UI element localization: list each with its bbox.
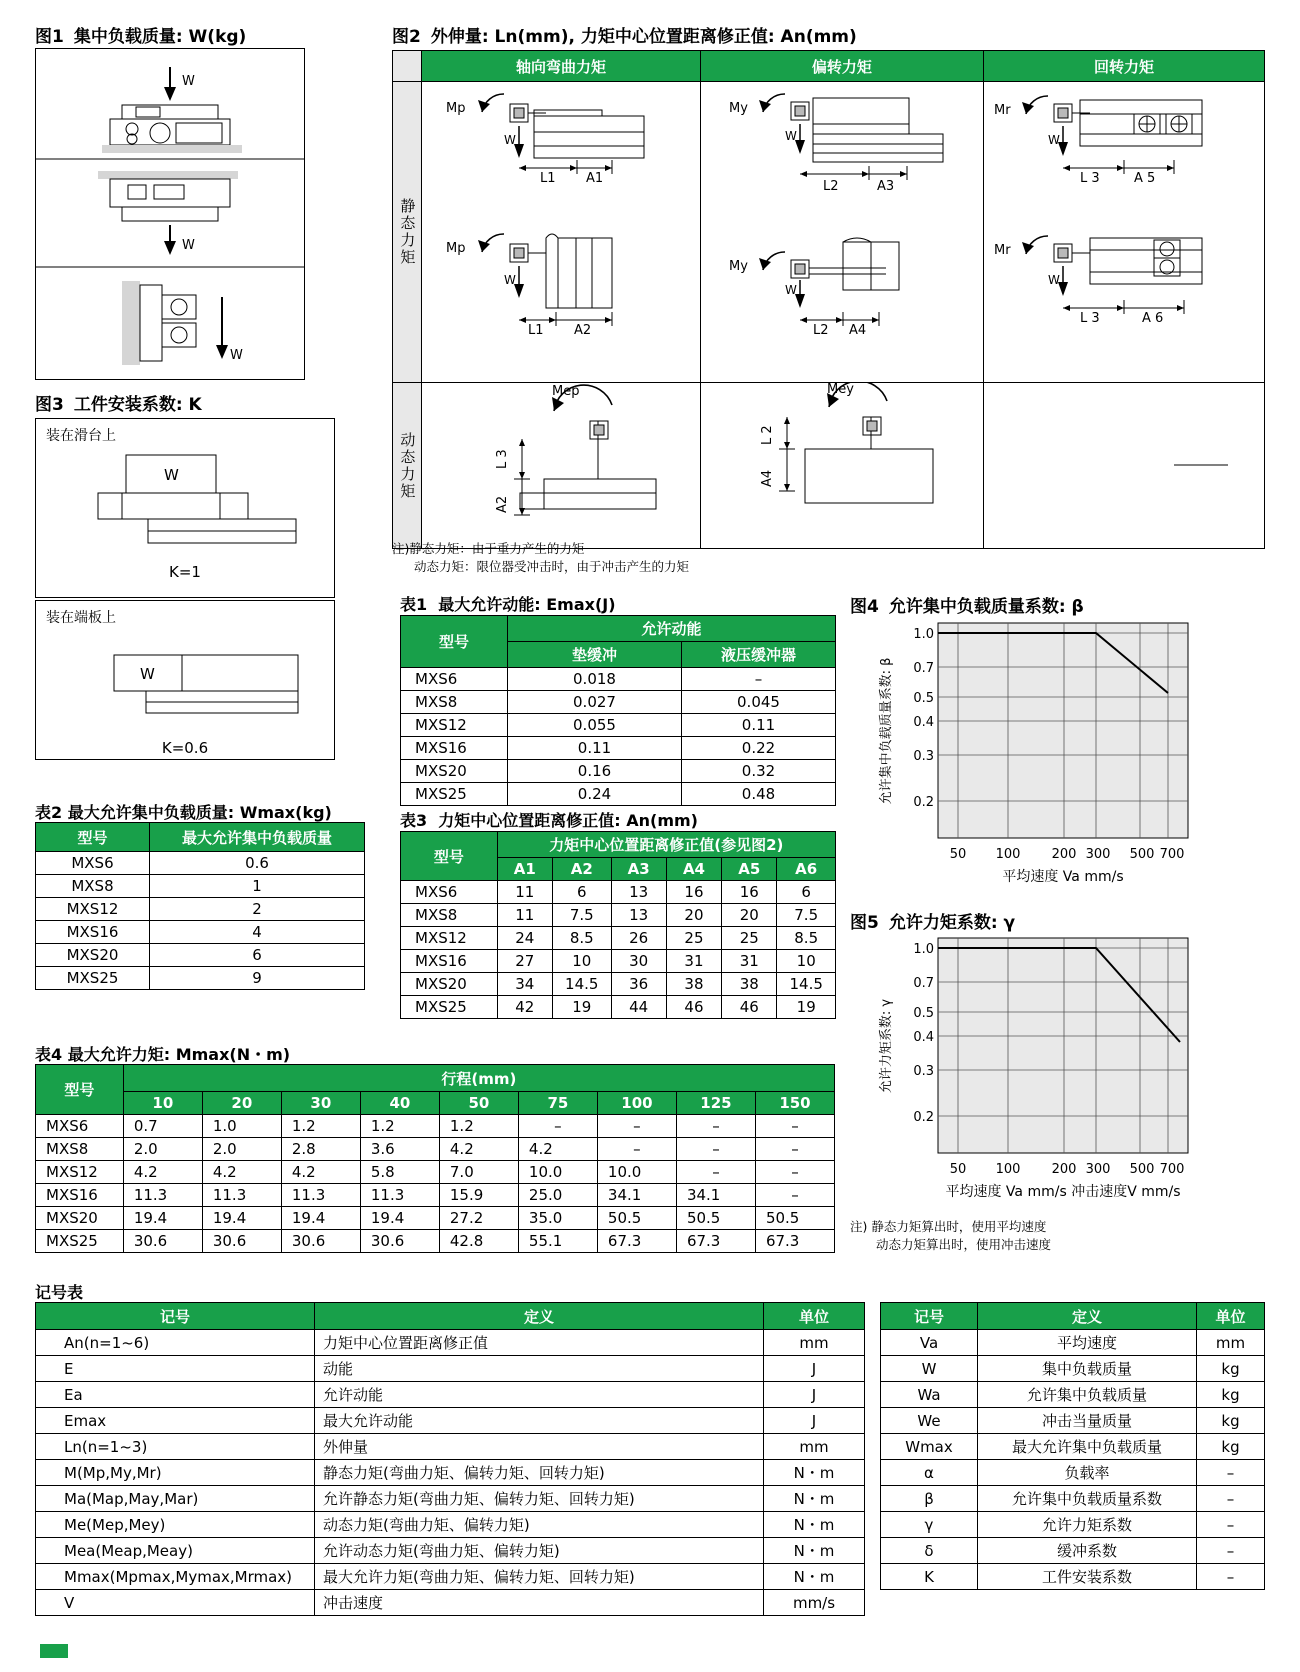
table-row: Mmax(Mpmax,Mymax,Mrmax) 最大允许力矩(弯曲力矩、偏转力矩、回转力矩) N・m — [36, 1564, 865, 1590]
table-row: MXS25 0.24 0.48 — [401, 783, 836, 806]
svg-text:A3: A3 — [876, 179, 894, 194]
table-row: MXS16 27 10 30 31 31 10 — [401, 950, 836, 973]
fig2-note-1: 注)静态力矩：由于重力产生的力矩 — [392, 541, 585, 556]
table1-group-header: 允许动能 — [508, 616, 836, 642]
table3-header-3: A3 — [611, 858, 666, 881]
table4-title — [35, 1042, 290, 1065]
svg-text:0.5: 0.5 — [913, 1006, 934, 1021]
svg-text:W: W — [504, 133, 517, 147]
svg-text:W: W — [1048, 273, 1060, 287]
fig1-title — [35, 22, 345, 47]
svg-text:0.7: 0.7 — [913, 661, 934, 676]
table-row: γ 允许力矩系数 – — [881, 1512, 1265, 1538]
fig5-note-2: 动态力矩算出时，使用冲击速度 — [876, 1237, 1052, 1253]
fig2-cell-static-roll — [984, 82, 1265, 383]
fig2-col-0: 轴向弯曲力矩 — [422, 51, 700, 82]
table3-header-4: A4 — [666, 858, 721, 881]
fig5-number: 图5 — [850, 913, 879, 933]
fig5-chart — [850, 930, 1260, 1230]
table2-number: 表2 — [35, 803, 63, 822]
table-row: MXS16 0.11 0.22 — [401, 737, 836, 760]
svg-text:W: W — [140, 665, 155, 683]
table-row: Emax 最大允许动能 J — [36, 1408, 865, 1434]
fig3-case2-caption: 装在端板上 — [46, 610, 116, 626]
symbols-table-right — [880, 1302, 1265, 1590]
table-row: Ma(Map,May,Mar) 允许静态力矩(弯曲力矩、偏转力矩、回转力矩) N・m — [36, 1486, 865, 1512]
table3-title — [400, 808, 698, 831]
table-row: K 工件安装系数 – — [881, 1564, 1265, 1590]
svg-text:500: 500 — [1129, 1162, 1155, 1177]
table2-title — [35, 800, 332, 823]
table-row: MXS8 1 — [36, 875, 365, 898]
table-row: MXS20 0.16 0.32 — [401, 760, 836, 783]
table-row: Va 平均速度 mm — [881, 1330, 1265, 1356]
table4-header-3: 30 — [281, 1092, 360, 1115]
svg-text:50: 50 — [949, 847, 967, 862]
svg-text:1.0: 1.0 — [913, 627, 934, 642]
table3-header-model: 型号 — [401, 832, 498, 881]
svg-text:L1: L1 — [540, 171, 556, 186]
svg-text:0.4: 0.4 — [913, 1030, 934, 1045]
svg-text:W: W — [784, 129, 797, 143]
table-row: MXS6 0.7 1.0 1.2 1.2 1.2 – – – – — [36, 1115, 835, 1138]
fig2-note — [392, 540, 689, 576]
svg-text:L 3: L 3 — [1080, 171, 1100, 186]
svg-text:A 6: A 6 — [1142, 311, 1164, 326]
symbols-left-header-1: 定义 — [315, 1303, 764, 1330]
table-row: MXS8 0.027 0.045 — [401, 691, 836, 714]
svg-text:A4: A4 — [759, 469, 775, 487]
table1-header-model: 型号 — [401, 616, 508, 668]
svg-text:100: 100 — [995, 1162, 1021, 1177]
table-row: MXS16 11.3 11.3 11.3 11.3 15.9 25.0 34.1 34.1 – — [36, 1184, 835, 1207]
table-row: Ea 允许动能 J — [36, 1382, 865, 1408]
svg-text:Mp: Mp — [446, 241, 466, 256]
svg-text:允许集中负载质量系数: β: 允许集中负载质量系数: β — [879, 657, 894, 805]
svg-text:200: 200 — [1051, 847, 1077, 862]
table-row: δ 缓冲系数 – — [881, 1538, 1265, 1564]
fig2-note-2: 动态力矩：限位器受冲击时，由于冲击产生的力矩 — [414, 559, 690, 575]
table-row: MXS20 19.4 19.4 19.4 19.4 27.2 35.0 50.5 50.5 50.5 — [36, 1207, 835, 1230]
fig5-label: 允许力矩系数: γ — [888, 913, 1016, 933]
table4-group-header: 行程(mm) — [123, 1065, 834, 1092]
svg-text:W: W — [1048, 133, 1060, 147]
fig2-row-static: 静态力矩 — [393, 82, 422, 383]
svg-text:W: W — [230, 348, 243, 363]
table-row: MXS8 2.0 2.0 2.8 3.6 4.2 4.2 – – – — [36, 1138, 835, 1161]
svg-text:A1: A1 — [586, 171, 604, 186]
svg-text:A2: A2 — [495, 495, 511, 513]
svg-text:L2: L2 — [812, 323, 829, 338]
svg-text:My: My — [728, 101, 748, 116]
table-row: An(n=1~6) 力矩中心位置距离修正值 mm — [36, 1330, 865, 1356]
table4-header-6: 75 — [518, 1092, 597, 1115]
table-row: MXS20 34 14.5 36 38 38 14.5 — [401, 973, 836, 996]
svg-text:0.5: 0.5 — [913, 691, 934, 706]
table4-number: 表4 — [35, 1045, 63, 1064]
table3-header-6: A6 — [777, 858, 836, 881]
svg-text:平均速度 Va mm/s: 平均速度 Va mm/s — [1002, 869, 1124, 885]
table4-header-7: 100 — [597, 1092, 676, 1115]
symbols-right-header-2: 单位 — [1197, 1303, 1265, 1330]
fig3-number: 图3 — [35, 395, 64, 415]
svg-text:平均速度 Va mm/s 冲击速度V mm/s: 平均速度 Va mm/s 冲击速度V mm/s — [945, 1184, 1181, 1200]
table1-header-1: 垫缓冲 — [508, 642, 682, 668]
svg-text:L2: L2 — [822, 179, 839, 194]
svg-text:L 2: L 2 — [759, 425, 775, 445]
svg-text:W: W — [182, 74, 195, 89]
svg-text:0.2: 0.2 — [913, 795, 934, 810]
table4-header-8: 125 — [676, 1092, 755, 1115]
fig5-note-1: 注) 静态力矩算出时，使用平均速度 — [850, 1219, 1047, 1234]
table4-header-model: 型号 — [36, 1065, 124, 1115]
svg-text:L1: L1 — [528, 323, 544, 338]
symbols-right-header-0: 记号 — [881, 1303, 978, 1330]
table4-header-2: 20 — [202, 1092, 281, 1115]
table-row: MXS25 42 19 44 46 46 19 — [401, 996, 836, 1019]
svg-text:0.2: 0.2 — [913, 1110, 934, 1125]
table-row: V 冲击速度 mm/s — [36, 1590, 865, 1616]
table1 — [400, 615, 836, 806]
table-row: MXS12 2 — [36, 898, 365, 921]
svg-text:100: 100 — [995, 847, 1021, 862]
svg-text:50: 50 — [949, 1162, 967, 1177]
table1-title — [400, 592, 616, 615]
fig2-title — [392, 22, 857, 47]
table4-label: 最大允许力矩: Mmax(N・m) — [67, 1045, 291, 1064]
fig2-number: 图2 — [392, 27, 421, 47]
table2-header-1: 最大允许集中负载质量 — [150, 823, 365, 852]
svg-text:0.3: 0.3 — [913, 1064, 934, 1079]
table3-number: 表3 — [400, 811, 428, 830]
table-row: MXS12 0.055 0.11 — [401, 714, 836, 737]
svg-text:W: W — [504, 273, 517, 287]
fig2-col-2: 回转力矩 — [984, 51, 1265, 82]
svg-text:Mr: Mr — [994, 103, 1011, 118]
table-row: MXS6 0.6 — [36, 852, 365, 875]
table-row: E 动能 J — [36, 1356, 865, 1382]
symbols-table-left — [35, 1302, 865, 1616]
table-row: M(Mp,My,Mr) 静态力矩(弯曲力矩、偏转力矩、回转力矩) N・m — [36, 1460, 865, 1486]
table2-label: 最大允许集中负载质量: Wmax(kg) — [67, 803, 332, 822]
table3-label: 力矩中心位置距离修正值: An(mm) — [438, 811, 698, 830]
svg-text:W: W — [164, 466, 179, 484]
table4-header-4: 40 — [360, 1092, 439, 1115]
fig2-row-dynamic: 动态力矩 — [393, 383, 422, 549]
svg-text:0.7: 0.7 — [913, 976, 934, 991]
symbols-left-header-0: 记号 — [36, 1303, 315, 1330]
svg-text:L 3: L 3 — [495, 449, 511, 469]
fig2-col-1: 偏转力矩 — [700, 51, 983, 82]
svg-text:700: 700 — [1159, 1162, 1185, 1177]
svg-text:W: W — [182, 238, 195, 253]
table-row: MXS12 24 8.5 26 25 25 8.5 — [401, 927, 836, 950]
svg-text:A 5: A 5 — [1134, 171, 1156, 186]
svg-text:A2: A2 — [574, 323, 592, 338]
table4 — [35, 1064, 835, 1253]
table1-header-2: 液压缓冲器 — [682, 642, 836, 668]
fig3-title — [35, 390, 202, 415]
table3-header-1: A1 — [497, 858, 552, 881]
svg-text:Mey: Mey — [826, 383, 854, 397]
fig3-case2-value: K=0.6 — [161, 739, 209, 757]
table-row: Me(Mep,Mey) 动态力矩(弯曲力矩、偏转力矩) N・m — [36, 1512, 865, 1538]
symbols-right-header-1: 定义 — [978, 1303, 1197, 1330]
table1-number: 表1 — [400, 595, 428, 614]
fig2-cell-dynamic-yaw — [700, 383, 983, 549]
table3-header-5: A5 — [722, 858, 777, 881]
svg-text:300: 300 — [1085, 1162, 1111, 1177]
table3 — [400, 831, 836, 1019]
table-row: MXS6 0.018 – — [401, 668, 836, 691]
fig4-chart — [850, 615, 1260, 905]
table4-header-1: 10 — [123, 1092, 202, 1115]
table-row: MXS16 4 — [36, 921, 365, 944]
svg-text:Mp: Mp — [446, 101, 466, 116]
svg-text:0.3: 0.3 — [913, 749, 934, 764]
table-row: Wmax 最大允许集中负载质量 kg — [881, 1434, 1265, 1460]
table-row: MXS25 9 — [36, 967, 365, 990]
page-footer-marker — [40, 1644, 68, 1658]
fig1-diagram — [35, 48, 305, 380]
svg-text:200: 200 — [1051, 1162, 1077, 1177]
table-row: Ln(n=1~3) 外伸量 mm — [36, 1434, 865, 1460]
svg-text:0.4: 0.4 — [913, 715, 934, 730]
table-row: Mea(Meap,Meay) 允许动态力矩(弯曲力矩、偏转力矩) N・m — [36, 1538, 865, 1564]
fig4-title — [850, 592, 1084, 617]
fig2-cell-dynamic-axial — [422, 383, 700, 549]
table-row: MXS12 4.2 4.2 4.2 5.8 7.0 10.0 10.0 – – — [36, 1161, 835, 1184]
table4-header-9: 150 — [755, 1092, 834, 1115]
svg-text:My: My — [728, 259, 748, 274]
fig2-cell-dynamic-roll — [984, 383, 1265, 549]
table-row: MXS6 11 6 13 16 16 6 — [401, 881, 836, 904]
table2 — [35, 822, 365, 990]
fig4-number: 图4 — [850, 597, 879, 617]
table-row: α 负载率 – — [881, 1460, 1265, 1486]
table4-header-5: 50 — [439, 1092, 518, 1115]
fig3-case1-value: K=1 — [169, 563, 201, 581]
table-row: MXS8 11 7.5 13 20 20 7.5 — [401, 904, 836, 927]
table3-group-header: 力矩中心位置距离修正值(参见图2) — [497, 832, 835, 858]
symbols-left-header-2: 单位 — [764, 1303, 865, 1330]
fig3-case1 — [35, 418, 335, 598]
table-row: W 集中负载质量 kg — [881, 1356, 1265, 1382]
table2-header-0: 型号 — [36, 823, 150, 852]
table-row: MXS25 30.6 30.6 30.6 30.6 42.8 55.1 67.3 67.3 67.3 — [36, 1230, 835, 1253]
svg-text:Mr: Mr — [994, 243, 1011, 258]
fig1-label: 集中负载质量: W(kg) — [73, 27, 247, 47]
svg-text:Mep: Mep — [552, 384, 580, 399]
fig3-case1-caption: 装在滑台上 — [46, 428, 116, 444]
fig4-label: 允许集中负载质量系数: β — [888, 597, 1084, 617]
symbols-label: 记号表 — [35, 1283, 84, 1302]
table-row: We 冲击当量质量 kg — [881, 1408, 1265, 1434]
table-row: β 允许集中负载质量系数 – — [881, 1486, 1265, 1512]
svg-text:A4: A4 — [848, 323, 866, 338]
fig2-cell-static-yaw — [700, 82, 983, 383]
fig2-cell-static-axial — [422, 82, 700, 383]
svg-text:1.0: 1.0 — [913, 942, 934, 957]
fig5-note — [850, 1218, 1051, 1254]
svg-text:300: 300 — [1085, 847, 1111, 862]
table3-header-2: A2 — [552, 858, 611, 881]
svg-text:500: 500 — [1129, 847, 1155, 862]
fig2-label: 外伸量: Ln(mm), 力矩中心位置距离修正值: An(mm) — [430, 27, 857, 47]
fig3-case2 — [35, 600, 335, 760]
svg-text:W: W — [784, 283, 797, 297]
fig1-number: 图1 — [35, 27, 64, 47]
svg-text:允许力矩系数: γ: 允许力矩系数: γ — [879, 998, 894, 1094]
svg-text:700: 700 — [1159, 847, 1185, 862]
svg-text:L 3: L 3 — [1080, 311, 1100, 326]
table-row: MXS20 6 — [36, 944, 365, 967]
table1-label: 最大允许动能: Emax(J) — [438, 595, 616, 614]
fig3-label: 工件安装系数: K — [73, 395, 202, 415]
symbols-title — [35, 1280, 83, 1303]
fig2-table — [392, 50, 1265, 549]
table-row: Wa 允许集中负载质量 kg — [881, 1382, 1265, 1408]
